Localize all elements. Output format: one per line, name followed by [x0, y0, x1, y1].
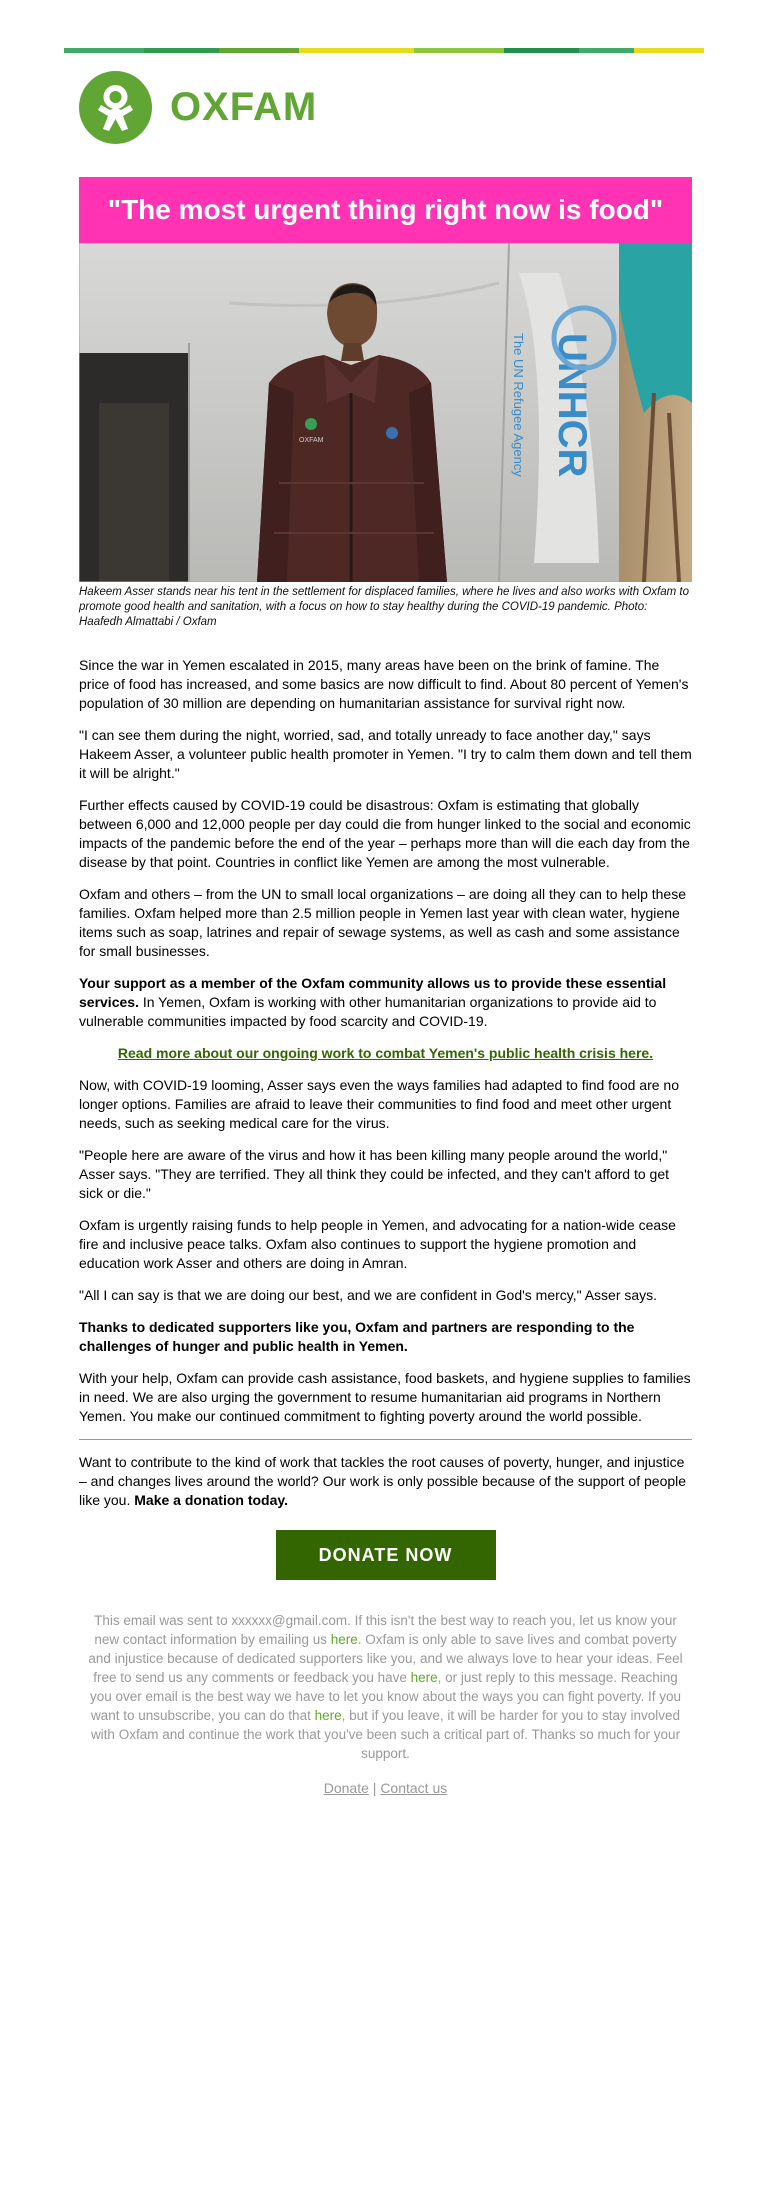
jacket-logo-text: OXFAM: [299, 437, 324, 444]
oxfam-logo[interactable]: [79, 71, 317, 144]
headline-banner: [79, 177, 692, 243]
paragraph-4: Oxfam and others – from the UN to small local organizations – are doing all they can to help these families. Oxfam helped more than 2.5 million people in Yemen last year with clean water, hygiene items such as soap, latrines and repair of sewage systems, as well as cash and some assistance for small businesses.: [79, 886, 686, 959]
photo-man-in-front-of-tent: [79, 243, 692, 582]
footer-email-link[interactable]: here: [330, 1632, 358, 1647]
paragraph-5-lead: Your support as a member of the Oxfam community allows us to provide these essential services.: [79, 975, 667, 1010]
brand-bar-segment: [634, 48, 704, 53]
paragraph-1: Since the war in Yemen escalated in 2015, many areas have been on the brink of famine. The price of food has increased, and some basics are now difficult to find. About 80 percent of Yemen's population of 30 million are depending on humanitarian assistance for survival right now.: [79, 657, 689, 711]
footer-text-3: , or just reply to this message. Reaching you over email is the best way we have to let you know about the ways you can fight poverty. If you want to unsubscribe, you can do that: [89, 1670, 682, 1723]
footer-text-2: . Oxfam is only able to save lives and combat poverty and injustice because of dedicated supporters like you, and we always love to hear your ideas. Feel free to send us any comments or feedback you have: [88, 1632, 683, 1685]
paragraph-3: Further effects caused by COVID-19 could be disastrous: Oxfam is estimating that globally between 6,000 and 12,000 people per day could die from hunger linked to the social and economic impacts of the pandemic before the end of the year – perhaps more than will die each day from the disease by that point. Countries in conflict like Yemen are among the most vulnerable.: [79, 797, 691, 870]
brand-bar-segment: [414, 48, 504, 53]
brand-bar-segment: [144, 48, 219, 53]
footer-text-1: This email was sent to xxxxxx@gmail.com. If this isn't the best way to reach you, let us know your new contact information by emailing us: [94, 1613, 677, 1647]
brand-bar-segment: [64, 48, 144, 53]
brand-color-bar: [64, 48, 704, 53]
footer-contact-link[interactable]: Contact us: [380, 1780, 448, 1796]
paragraph-9: "All I can say is that we are doing our best, and we are confident in God's mercy," Asser says.: [79, 1287, 658, 1303]
footer-link-separator: |: [372, 1780, 377, 1796]
footer-text-4: , but if you leave, it will be harder for you to stay involved with Oxfam and continue the work that you've been such a critical part of. Thanks so much for your support.: [90, 1708, 681, 1761]
footer-unsubscribe-link[interactable]: here: [314, 1708, 342, 1723]
footer-text: [84, 1611, 687, 1763]
email-container: [64, 0, 704, 1796]
headline-text: "The most urgent thing right now is food": [107, 194, 664, 225]
brand-bar-segment: [299, 48, 414, 53]
paragraph-2: "I can see them during the night, worried, sad, and totally unready to face another day," says Hakeem Asser, a volunteer public health promoter in Yemen. "I try to calm them down and tell them it will be alright.": [79, 727, 692, 781]
brand-bar-segment: [219, 48, 299, 53]
paragraph-12-text: Want to contribute to the kind of work that tackles the root causes of poverty, hunger, and injustice – and changes lives around the world? Our work is only possible because of the support of people like you.: [79, 1454, 687, 1508]
paragraph-12: [79, 1453, 692, 1510]
tent-agency-text: The UN Refugee Agency: [511, 333, 526, 477]
paragraph-12-cta: Make a donation today.: [134, 1492, 289, 1508]
brand-bar-segment: [504, 48, 579, 53]
paragraph-6: Now, with COVID-19 looming, Asser says even the ways families had adapted to find food are no longer options. Families are afraid to leave their communities to find food and meet other urgent needs, such as seeking medical care for the virus.: [79, 1077, 679, 1131]
section-divider: [79, 1439, 692, 1440]
paragraph-5-rest: In Yemen, Oxfam is working with other humanitarian organizations to provide aid to vulnerable communities impacted by food scarcity and COVID-19.: [79, 994, 657, 1029]
footer-links: [79, 1779, 692, 1798]
paragraph-10: Thanks to dedicated supporters like you, Oxfam and partners are responding to the challenges of hunger and public health in Yemen.: [79, 1319, 635, 1354]
donate-button-wrap: [79, 1530, 692, 1580]
photo-caption: Hakeem Asser stands near his tent in the settlement for displaced families, where he lives and also works with Oxfam to promote good health and sanitation, with a focus on how to stay healthy during the COVID-19 pandemic. Photo: Haafedh Almattabi / Oxfam: [79, 586, 689, 628]
tent-unhcr-text: UNHCR: [550, 333, 594, 478]
oxfam-figure-icon: [79, 71, 152, 144]
donate-now-button[interactable]: DONATE NOW: [276, 1530, 496, 1580]
oxfam-wordmark: OXFAM: [170, 85, 318, 129]
footer-donate-link[interactable]: Donate: [323, 1780, 369, 1796]
article-body: [79, 656, 692, 1798]
paragraph-11: With your help, Oxfam can provide cash assistance, food baskets, and hygiene supplies to families in need. We are also urging the government to resume humanitarian aid programs in Northern Yemen. You make our continued commitment to fighting poverty around the world possible.: [79, 1370, 691, 1424]
read-more-link[interactable]: Read more about our ongoing work to combat Yemen's public health crisis here.: [117, 1045, 654, 1061]
brand-bar-segment: [579, 48, 634, 53]
paragraph-5: [79, 974, 692, 1031]
hero-photo: [79, 243, 692, 582]
paragraph-8: Oxfam is urgently raising funds to help people in Yemen, and advocating for a nation-wide cease fire and inclusive peace talks. Oxfam also continues to support the hygiene promotion and education work Asser and others are doing in Amran.: [79, 1217, 676, 1271]
paragraph-7: "People here are aware of the virus and how it has been killing many people around the world," Asser says. "They are terrified. They all think they could be infected, and they can't afford to get sick or die.": [79, 1147, 670, 1201]
footer-feedback-link[interactable]: here: [410, 1670, 438, 1685]
